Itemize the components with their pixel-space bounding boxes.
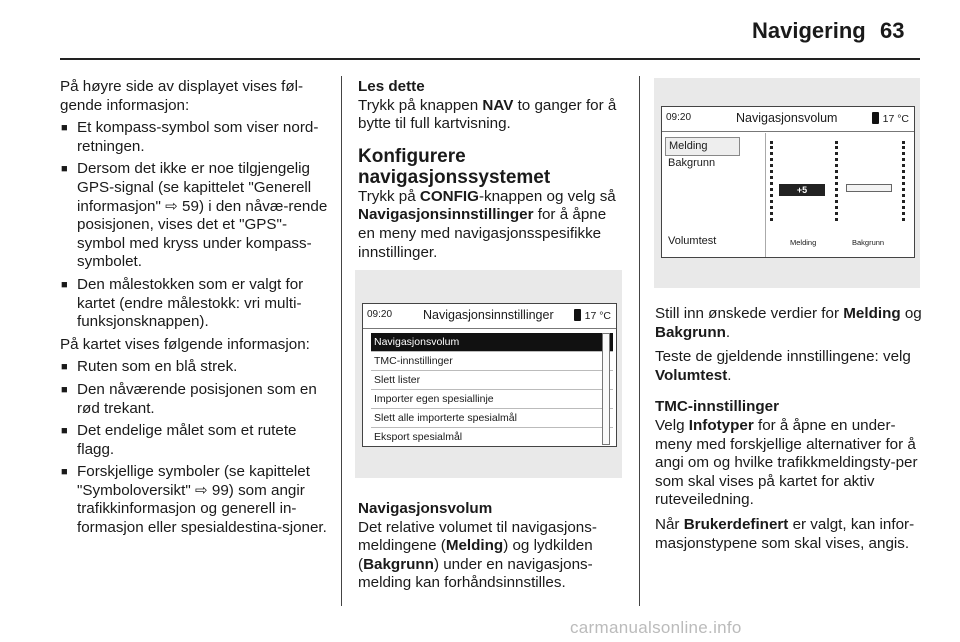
slider-label: Melding <box>790 238 817 247</box>
volume-section <box>358 500 626 593</box>
bakgrunn-slider[interactable] <box>846 184 892 192</box>
config-paragraph: Trykk på CONFIG-knappen og velg så Navigasjonsinnstillinger for å åpne en meny med navigasjonsspesifikke innstillinger. <box>358 187 616 261</box>
screenshot-navigation-volume <box>654 78 920 288</box>
volumetest-item[interactable]: Volumtest <box>668 235 717 247</box>
list-item: ■ Den målestokken som er valgt for kartet (endre målestokk: vri multi-funksjonsknappen). <box>60 276 328 332</box>
paragraph: Teste de gjeldende innstillingene: velg Volumtest. <box>655 348 911 384</box>
volume-paragraph: Det relative volumet til navigasjons-meldingene (Melding) og lydkilden (Bakgrunn) under en navigasjons-melding kan forhåndsinnstilles. <box>358 518 597 592</box>
divider <box>765 133 766 257</box>
screen-time: 09:20 <box>666 112 692 123</box>
subsection-title: Navigasjonsvolum <box>358 500 493 517</box>
paragraph: Still inn ønskede verdier for Melding og Bakgrunn. <box>655 305 922 341</box>
note-title: Les dette <box>358 78 425 95</box>
list-item: ■ Dersom det ikke er noe tilgjengelig GPS-signal (se kapittelet "Generell informasjon" ⇨ 59) i den nåvæ-rende posisjonen, vises det et "GPS"-symbol med kryss under kompass-symbolet. <box>60 160 328 272</box>
middle-column <box>358 78 626 262</box>
screen-header-bar <box>662 107 914 132</box>
scale-marks <box>770 141 773 221</box>
note-text: Trykk på knappen NAV to ganger for å bytte til full kartvisning. <box>358 96 617 133</box>
list-item-bakgrunn[interactable]: Bakgrunn <box>668 157 716 169</box>
list-item: ■ Det endelige målet som et rutete flagg. <box>60 422 328 459</box>
paragraph: Velg Infotyper for å åpne en under-meny med forskjellige alternativer for å angi om og hvilke trafikkmeldingsty-per som skal vises på kartet for aktiv ruteveiledning. <box>655 416 918 509</box>
intro-text: På høyre side av displayet vises føl-gende informasjon: <box>60 78 304 114</box>
menu-item-slett-lister[interactable]: Slett lister <box>371 371 613 390</box>
display-screen <box>661 106 915 258</box>
right-column <box>655 305 923 553</box>
phone-icon <box>574 309 581 321</box>
column-divider <box>341 76 342 606</box>
header-rule <box>60 58 920 60</box>
list-item-melding[interactable]: Melding <box>665 137 740 156</box>
screen-temperature: 17 °C <box>872 112 909 125</box>
slider-label: Bakgrunn <box>852 238 885 247</box>
left-column <box>60 78 328 538</box>
watermark: carmanualsonline.info <box>570 618 742 637</box>
page-header-title: Navigering <box>752 18 866 43</box>
scrollbar[interactable] <box>602 333 610 445</box>
menu-item-importer[interactable]: Importer egen spesiallinje <box>371 390 613 409</box>
screen-header-bar <box>363 304 616 329</box>
phone-icon <box>872 112 879 124</box>
menu-item-navigasjonsvolum[interactable]: Navigasjonsvolum <box>371 333 613 352</box>
scale-marks <box>835 141 838 221</box>
list-item: ■ Ruten som en blå strek. <box>60 358 328 377</box>
list-item: ■ Forskjellige symboler (se kapittelet "Symboloversikt" ⇨ 99) som angir trafikkinformasjon og generell in-formasjon eller spesialdestina-sjoner. <box>60 463 328 537</box>
menu-item-tmc[interactable]: TMC-innstillinger <box>371 352 613 371</box>
screenshot-navigation-settings <box>355 270 622 478</box>
section-heading: Konfigurere navigasjonssystemet <box>358 145 551 188</box>
screen-temperature: 17 °C <box>574 309 611 322</box>
page-number: 63 <box>880 18 905 43</box>
screen-time: 09:20 <box>367 309 393 320</box>
paragraph: Når Brukerdefinert er valgt, kan infor-masjonstypene som skal vises, angis. <box>655 515 915 552</box>
intro-text-2: På kartet vises følgende informasjon: <box>60 335 310 353</box>
melding-slider[interactable]: +5 <box>779 184 825 196</box>
screen-title: Navigasjonsvolum <box>736 111 838 125</box>
menu-item-eksport[interactable]: Eksport spesialmål <box>371 428 613 447</box>
display-screen <box>362 303 617 447</box>
screen-title: Navigasjonsinnstillinger <box>423 308 554 322</box>
scale-marks <box>902 141 905 221</box>
list-item: ■ Den nåværende posisjonen som en rød trekant. <box>60 381 328 418</box>
menu-item-slett-alle[interactable]: Slett alle importerte spesialmål <box>371 409 613 428</box>
subsection-title: TMC-innstillinger <box>655 398 780 416</box>
column-divider <box>639 76 640 606</box>
list-item: ■ Et kompass-symbol som viser nord-retningen. <box>60 119 328 156</box>
